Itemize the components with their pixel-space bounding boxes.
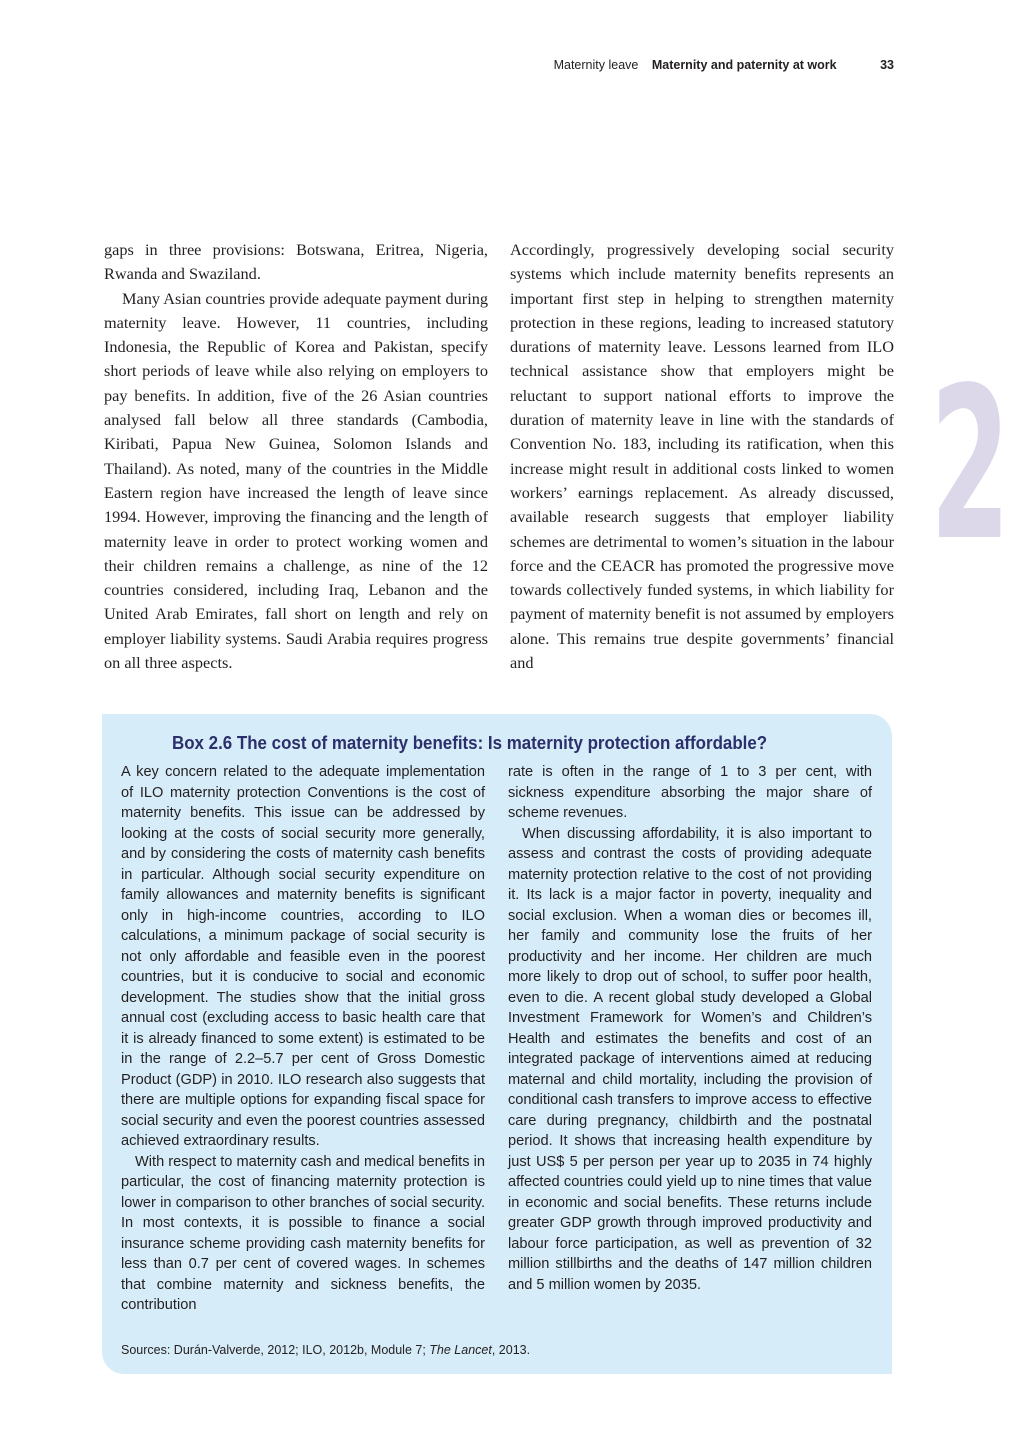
paragraph: gaps in three provisions: Botswana, Eritrea, Nigeria, Rwanda and Swaziland. (104, 240, 488, 284)
running-header (554, 58, 894, 72)
sources-prefix: Sources: Durán-Valverde, 2012; ILO, 2012b, Module 7; (121, 1343, 430, 1357)
header-section: Maternity leave (553, 58, 639, 72)
box-paragraph: rate is often in the range of 1 to 3 per cent, with sickness expenditure absorbing the major share of scheme revenues. (508, 764, 872, 821)
sources-italic: The Lancet (429, 1343, 492, 1357)
header-title: Maternity and paternity at work (651, 58, 837, 72)
body-left-column (104, 238, 488, 675)
box-paragraph: When discussing affordability, it is also important to assess and contrast the costs of providing adequate maternity protection relative to the cost of not providing it. Its lack is a major factor in poverty, inequality and social exclusion. When a woman dies or becomes ill, her family and community lose the fruits of her productivity and her income. Her children are much more likely to drop out of school, to suffer poor health, even to die. A recent global study developed a Global Investment Framework for Women’s and Children’s Health and estimates the benefits and cost of an integrated package of interventions aimed at reducing maternal and child mortality, including the provision of conditional cash transfers to improve access to effective care during pregnancy, childbirth and the postnatal period. It shows that increasing health expenditure by just US$ 5 per person per year up to 2035 in 74 highly affected countries could yield up to nine times that value in economic and social benefits. These returns include greater GDP growth through improved productivity and labour force participation, as well as prevention of 32 million stillbirths and the deaths of 147 million children and 5 million women by 2035. (508, 825, 872, 1293)
box-paragraph: A key concern related to the adequate implementation of ILO maternity protection Conventions is the cost of maternity benefits. This issue can be addressed by looking at the costs of social security more generally, and by considering the costs of maternity cash benefits in particular. Although social security expenditure on family allowances and maternity benefits is significant only in high-income countries, according to ILO calculations, a minimum package of social security is not only affordable and feasible even in the poorest countries, but it is conducive to social and economic development. The studies show that the initial gross annual cost (excluding access to basic health care that it is already financed to some extent) is estimated to be in the range of 2.2–5.7 per cent of Gross Domestic Product (GDP) in 2010. ILO research also suggests that there are multiple options for expanding fiscal space for social security and even the poorest countries assessed achieved extraordinary results. (121, 764, 485, 1149)
body-right-column (510, 238, 894, 675)
sources-suffix: , 2013. (491, 1343, 531, 1357)
box-title: Box 2.6 The cost of maternity benefits: Is maternity protection affordable? (172, 733, 768, 753)
paragraph: Accordingly, progressively developing social security systems which include maternity benefits represents an important first step in helping to strengthen maternity protection in these regions, leading to increased statutory durations of maternity leave. Lessons learned from ILO technical assistance show that employers might be reluctant to support national efforts to improve the duration of maternity leave in line with the standards of Convention No. 183, including its ratification, when this increase might result in additional costs linked to women workers’ earnings replacement. As already discussed, available research suggests that employer liability schemes are detrimental to women’s situation in the labour force and the CEACR has promoted the progressive move towards collectively funded systems, in which liability for payment of maternity benefit is not assumed by employers alone. This remains true despite governments’ financial and (510, 240, 894, 673)
chapter-number: 2 (930, 342, 1009, 587)
box-right-column (508, 762, 872, 1295)
paragraph: Many Asian countries provide adequate payment during maternity leave. However, 11 countries, including Indonesia, the Republic of Korea and Pakistan, specify short periods of leave while also relying on employers to pay benefits. In addition, five of the 26 Asian countries analysed fall below all three standards (Cambodia, Kiribati, Papua New Guinea, Solomon Islands and Thailand). As noted, many of the countries in the Middle Eastern region have increased the length of leave since 1994. However, improving the financing and the length of maternity leave in order to protect working women and their children remains a challenge, as nine of the 12 countries considered, including Iraq, Lebanon and the United Arab Emirates, fall short on length and rely on employer liability systems. Saudi Arabia requires progress on all three aspects. (104, 288, 488, 673)
box-sources (121, 1343, 530, 1357)
box-left-column (121, 762, 485, 1316)
box-paragraph: With respect to maternity cash and medical benefits in particular, the cost of financing maternity protection is lower in comparison to other branches of social security. In most contexts, it is possible to finance a social insurance scheme providing cash maternity benefits for less than 0.7 per cent of covered wages. In schemes that combine maternity and sickness benefits, the contribution (121, 1153, 485, 1313)
page-number: 33 (880, 58, 894, 72)
